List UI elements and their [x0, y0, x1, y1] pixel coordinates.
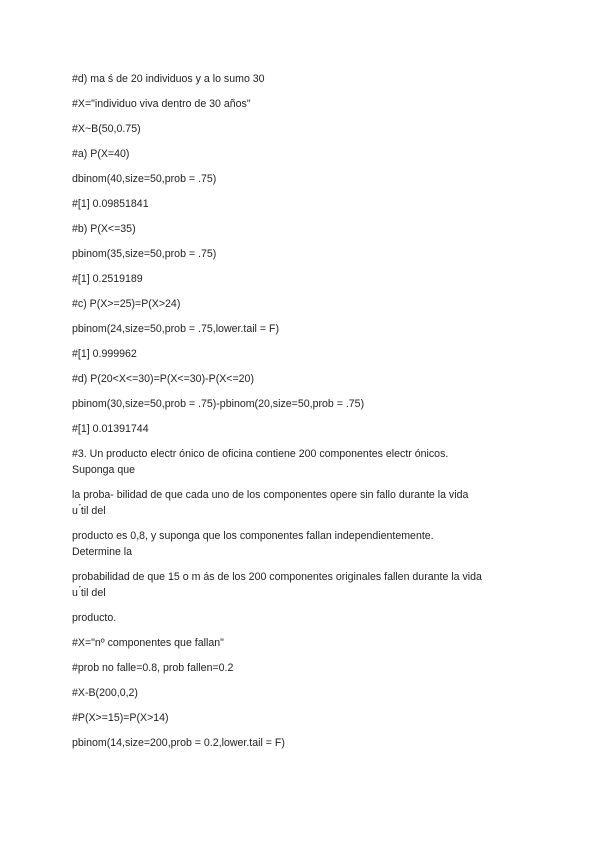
paragraph: [72, 96, 532, 112]
text-line: dbinom(40,size=50,prob = .75): [72, 173, 217, 185]
paragraph: [72, 221, 532, 237]
paragraph: [72, 446, 532, 478]
text-line: #X="individuo viva dentro de 30 años": [72, 98, 251, 110]
paragraph: [72, 685, 532, 701]
text-line: #[1] 0.2519189: [72, 273, 143, 285]
paragraph: [72, 121, 532, 137]
text-line: pbinom(35,size=50,prob = .75): [72, 248, 217, 260]
text-line: #a) P(X=40): [72, 148, 130, 160]
paragraph: [72, 271, 532, 287]
text-line: pbinom(14,size=200,prob = 0.2,lower.tail = F): [72, 737, 285, 749]
text-line: #X-B(200,0,2): [72, 687, 138, 699]
paragraph: [72, 569, 532, 601]
paragraph: [72, 346, 532, 362]
paragraph: [72, 396, 532, 412]
text-line: u ́til del: [72, 505, 106, 517]
paragraph: [72, 635, 532, 651]
text-line: #X="nº componentes que fallan": [72, 637, 224, 649]
paragraph: [72, 487, 532, 519]
text-line: #[1] 0.999962: [72, 348, 137, 360]
text-line: producto es 0,8, y suponga que los componentes fallan independientemente.: [72, 530, 434, 542]
paragraph: [72, 246, 532, 262]
paragraph: [72, 321, 532, 337]
text-line: Determine la: [72, 546, 133, 558]
paragraph: [72, 660, 532, 676]
text-line: #d) P(20<X<=30)=P(X<=30)-P(X<=20): [72, 373, 254, 385]
text-line: #X~B(50,0.75): [72, 123, 141, 135]
text-line: #[1] 0.01391744: [72, 423, 149, 435]
paragraph: [72, 421, 532, 437]
text-line: pbinom(24,size=50,prob = .75,lower.tail = F): [72, 323, 279, 335]
paragraph: [72, 528, 532, 560]
text-line: #3. Un producto electr ónico de oficina contiene 200 componentes electr ónicos.: [72, 448, 449, 460]
text-line: #[1] 0.09851841: [72, 198, 149, 210]
paragraph: [72, 735, 532, 751]
text-line: probabilidad de que 15 o m ás de los 200 componentes originales fallen durante la vida: [72, 571, 482, 583]
paragraph: [72, 610, 532, 626]
paragraph: [72, 71, 532, 87]
paragraph: [72, 296, 532, 312]
text-line: Suponga que: [72, 464, 136, 476]
text-line: #c) P(X>=25)=P(X>24): [72, 298, 181, 310]
text-line: #d) ma ś de 20 individuos y a lo sumo 30: [72, 73, 265, 85]
text-line: #b) P(X<=35): [72, 223, 136, 235]
text-line: #prob no falle=0.8, prob fallen=0.2: [72, 662, 234, 674]
text-line: #P(X>=15)=P(X>14): [72, 712, 169, 724]
paragraph: [72, 710, 532, 726]
text-line: producto.: [72, 612, 117, 624]
paragraph: [72, 146, 532, 162]
document-body: [72, 71, 532, 760]
text-line: pbinom(30,size=50,prob = .75)-pbinom(20,size=50,prob = .75): [72, 398, 365, 410]
paragraph: [72, 196, 532, 212]
text-line: la proba- bilidad de que cada uno de los componentes opere sin fallo durante la vida: [72, 489, 469, 501]
text-line: u ́til del: [72, 587, 106, 599]
paragraph: [72, 371, 532, 387]
paragraph: [72, 171, 532, 187]
